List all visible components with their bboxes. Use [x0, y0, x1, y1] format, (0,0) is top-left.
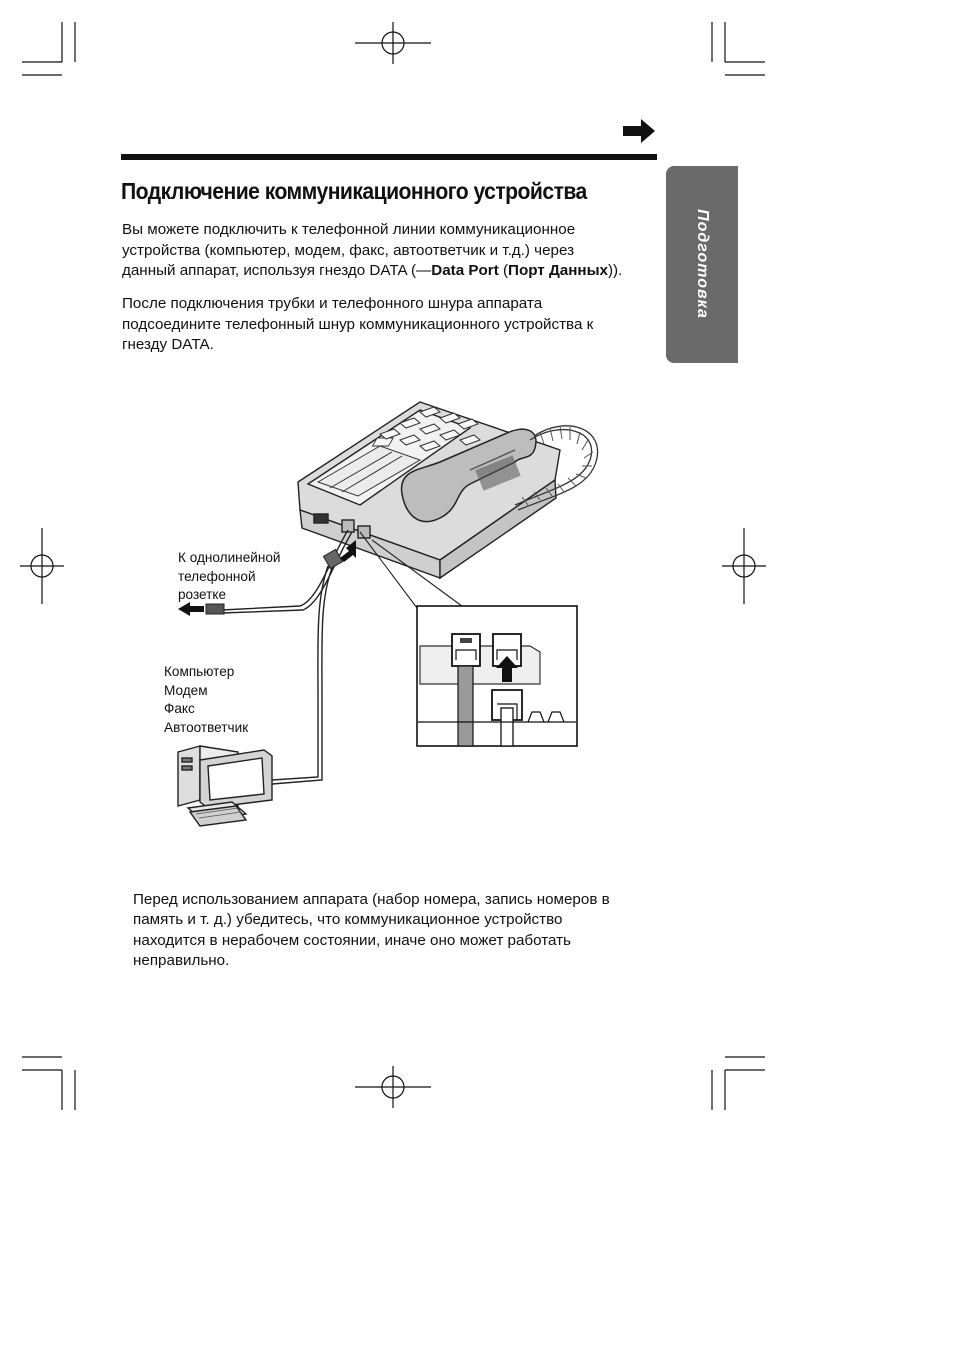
note-line: память и т. д.) убедитесь, что коммуникационное устройство [133, 911, 563, 929]
page-title: Подключение коммуникационного устройства [121, 178, 587, 204]
note-line: находится в нерабочем состоянии, иначе оно может работать [133, 931, 571, 949]
intro-line: устройства (компьютер, модем, факс, автоответчик и т.д.) через [122, 241, 575, 259]
note-line: Перед использованием аппарата (набор номера, запись номеров в [133, 891, 610, 908]
instruction-line: подсоедините телефонный шнур коммуникационного устройства к [122, 315, 594, 333]
data-cord [272, 566, 332, 784]
computer-illustration [178, 746, 272, 826]
data-port-term-ru: Порт Данных [508, 262, 608, 279]
outlet-plug-icon [206, 604, 224, 614]
outlet-label: К однолинейной телефонной розетке [178, 550, 281, 602]
section-tab-label: Подготовка [694, 209, 711, 319]
intro-line: Вы можете подключить к телефонной линии коммуникационное [122, 221, 576, 238]
data-plug-icon [323, 549, 342, 568]
instruction-line: После подключения трубки и телефонного шнура аппарата [122, 295, 543, 312]
note-line: неправильно. [133, 951, 230, 969]
data-port-term: Data Port [431, 262, 499, 279]
device-label: Компьютер Модем Факс Автоответчик [164, 664, 249, 735]
intro-line: данный аппарат, используя гнездо DATA (—Data Port (Порт Данных)). [122, 262, 623, 279]
jack-detail-illustration [417, 606, 577, 746]
instruction-line: гнезду DATA. [122, 336, 214, 353]
caution-note [133, 890, 653, 971]
